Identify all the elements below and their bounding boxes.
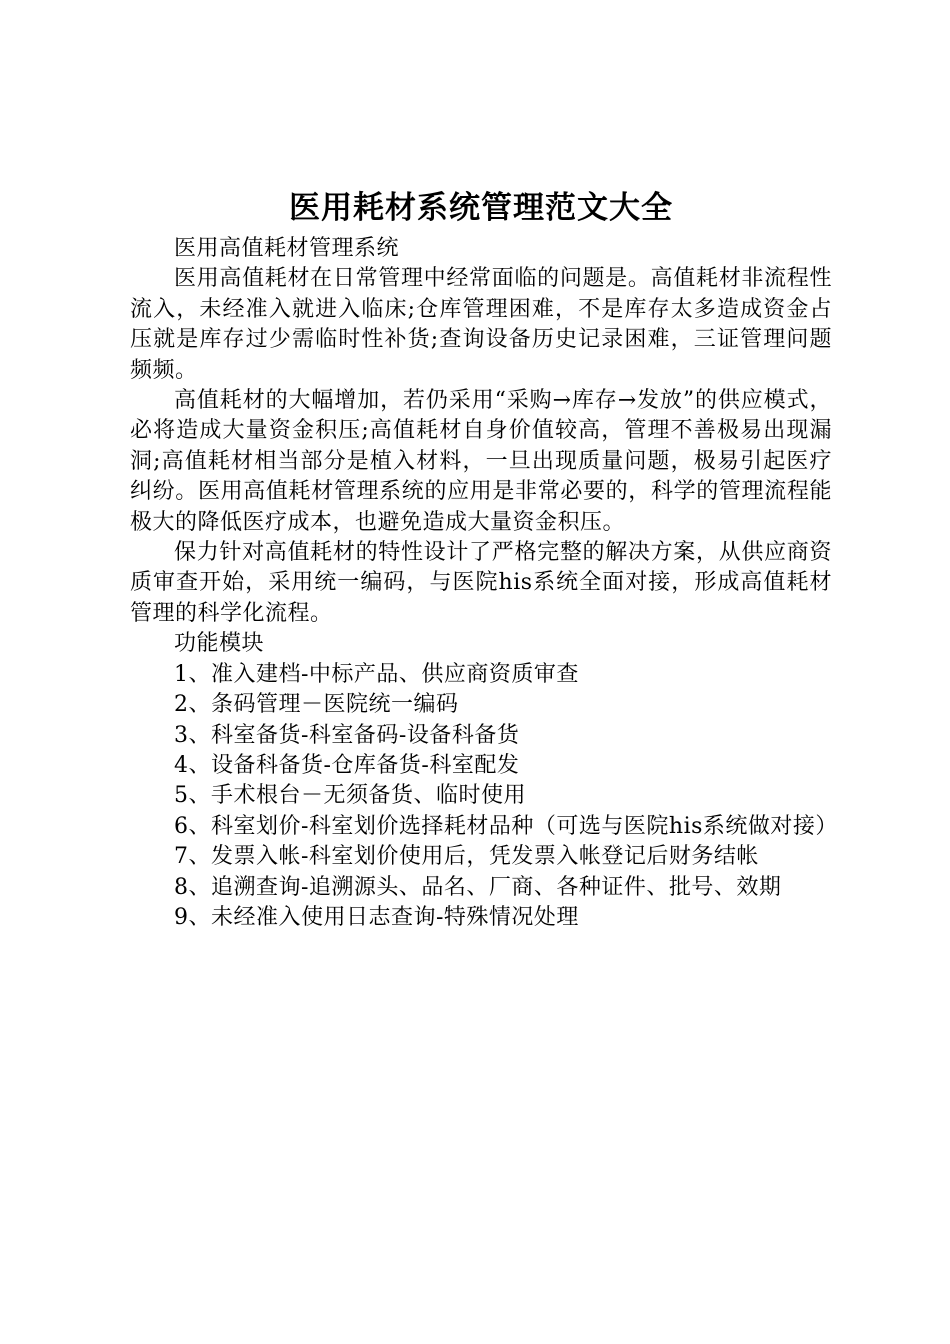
list-item: 5、手术根台－无须备货、临时使用 bbox=[174, 783, 526, 809]
list-item: 7、发票入帐-科室划价使用后，凭发票入帐登记后财务结帐 bbox=[174, 844, 759, 870]
document-page bbox=[130, 186, 838, 933]
list-item: 3、科室备货-科室备码-设备科备货 bbox=[174, 722, 520, 748]
list-item: 8、追溯查询-追溯源头、品名、厂商、各种证件、批号、效期 bbox=[174, 874, 782, 900]
list-item: 6、科室划价-科室划价选择耗材品种（可选与医院his系统做对接） bbox=[174, 813, 838, 839]
paragraph-2: 高值耗材的大幅增加，若仍采用“采购→库存→发放”的供应模式，必将造成大量资金积压;高值耗材自身价值较高，管理不善极易出现漏洞;高值耗材相当部分是植入材料，一旦出现质量问题，极易引起医疗纠纷。医用高值耗材管理系统的应用是非常必要的，科学的管理流程能极大的降低医疗成本，也避免造成大量资金积压。 bbox=[130, 388, 832, 535]
list-item: 4、设备科备货-仓库备货-科室配发 bbox=[174, 752, 520, 778]
modules-heading: 功能模块 bbox=[174, 631, 265, 657]
document-title: 医用耗材系统管理范文大全 bbox=[289, 190, 673, 226]
document-subtitle: 医用高值耗材管理系统 bbox=[174, 236, 400, 261]
modules-list bbox=[130, 660, 838, 934]
paragraph-1: 医用高值耗材在日常管理中经常面临的问题是。高值耗材非流程性流入，未经准入就进入临床;仓库管理困难，不是库存太多造成资金占压就是库存过少需临时性补货;查询设备历史记录困难，三证管理问题频频。 bbox=[130, 266, 832, 383]
list-item: 1、准入建档-中标产品、供应商资质审查 bbox=[174, 661, 579, 687]
paragraph-3: 保力针对高值耗材的特性设计了严格完整的解决方案，从供应商资质审查开始，采用统一编码，与医院his系统全面对接，形成高值耗材管理的科学化流程。 bbox=[130, 540, 832, 626]
list-item: 9、未经准入使用日志查询-特殊情况处理 bbox=[174, 904, 579, 930]
list-item: 2、条码管理－医院统一编码 bbox=[174, 692, 459, 718]
